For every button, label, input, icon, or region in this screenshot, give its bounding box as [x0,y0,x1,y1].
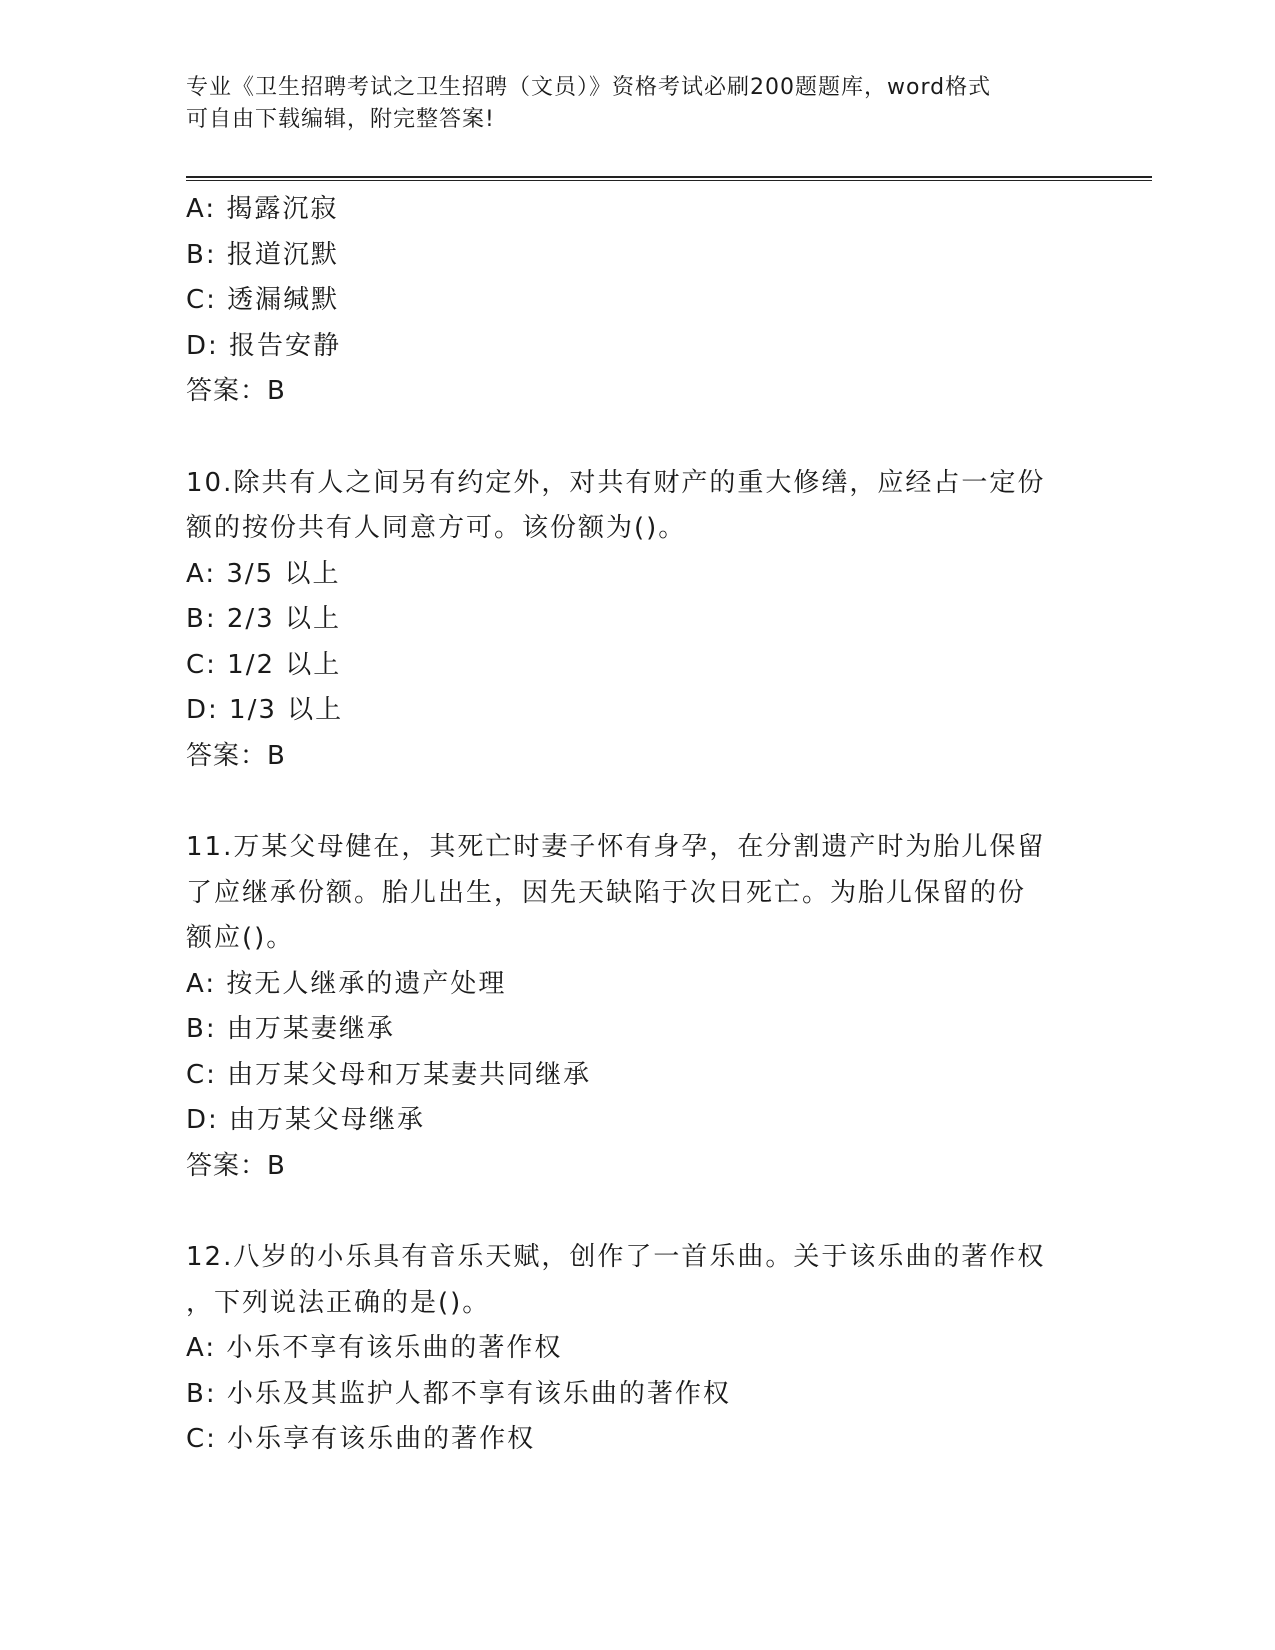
question-text-line: 12.八岁的小乐具有音乐天赋，创作了一首乐曲。关于该乐曲的著作权 [186,1242,1046,1272]
question-text-line: 了应继承份额。胎儿出生，因先天缺陷于次日死亡。为胎儿保留的份 [186,877,1027,908]
option-d: D: 由万某父母继承 [186,1105,426,1135]
question-text-line: 额的按份共有人同意方可。该份额为()。 [186,513,687,543]
header-line-1: 专业《卫生招聘考试之卫生招聘（文员）》资格考试必刷200题题库，word格式 [186,75,992,100]
answer-line: 答案：B [186,740,286,771]
option-d: D: 报告安静 [186,330,342,361]
option-a: A: 小乐不享有该乐曲的著作权 [186,1333,563,1363]
answer-line: 答案：B [186,1150,286,1181]
question-list [186,187,1066,1463]
page-header [186,72,1066,136]
option-b: B: 由万某妻继承 [186,1014,395,1044]
spacer [186,1189,1066,1235]
question-block-11 [186,825,1066,1189]
header-line-2: 可自由下载编辑，附完整答案! [186,107,495,132]
option-c: C: 1/2 以上 [186,649,342,680]
spacer [186,415,1066,461]
option-a: A: 3/5 以上 [186,558,341,589]
header-divider [186,176,1152,181]
question-block-12 [186,1235,1066,1463]
question-text-line: 11.万某父母健在，其死亡时妻子怀有身孕，在分割遗产时为胎儿保留 [186,832,1046,862]
question-block-10 [186,461,1066,780]
option-c: C: 透漏缄默 [186,285,340,315]
option-b: B: 小乐及其监护人都不享有该乐曲的著作权 [186,1378,731,1409]
option-c: C: 由万某父母和万某妻共同继承 [186,1059,592,1090]
answer-line: 答案：B [186,376,286,406]
option-b: B: 2/3 以上 [186,604,341,634]
question-text-line: 10.除共有人之间另有约定外，对共有财产的重大修缮，应经占一定份 [186,467,1046,498]
option-c: C: 小乐享有该乐曲的著作权 [186,1424,536,1454]
question-block-9 [186,187,1066,415]
option-a: A: 揭露沉寂 [186,194,339,224]
option-b: B: 报道沉默 [186,239,339,270]
question-text-line: 额应()。 [186,923,295,953]
question-text-line: ，下列说法正确的是()。 [186,1287,491,1318]
spacer [186,779,1066,825]
option-a: A: 按无人继承的遗产处理 [186,968,507,999]
option-d: D: 1/3 以上 [186,695,344,725]
